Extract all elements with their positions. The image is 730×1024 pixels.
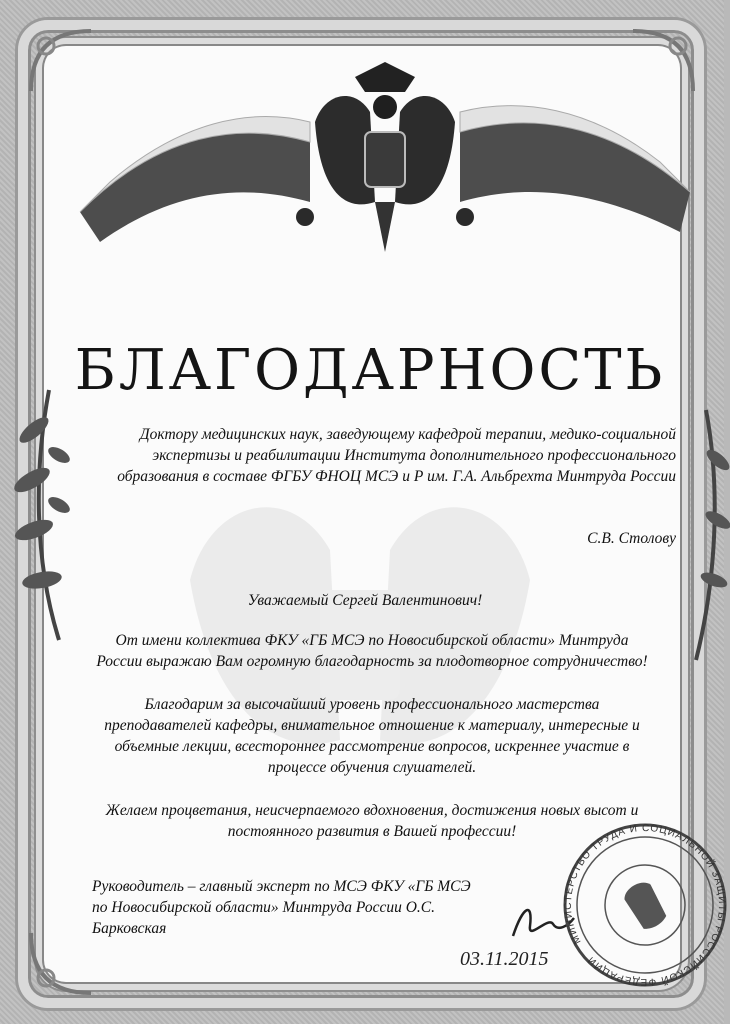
- laurel-branch-right-icon: [686, 410, 726, 660]
- corner-ornament-bottom-left: [26, 928, 96, 998]
- recipient-name: С.В. Столову: [587, 530, 676, 547]
- document-title: БЛАГОДАРНОСТЬ: [74, 338, 666, 403]
- paragraph-gratitude: От имени коллектива ФКУ «ГБ МСЭ по Новосибирской области» Минтруда России выражаю Вам огромную благодарность за плодотворное сотрудничество!: [96, 632, 648, 670]
- recipient-description: Доктору медицинских наук, заведующему кафедрой терапии, медико-социальной экспертизы и реабилитации Института дополнительного профессионального образования в составе ФГБУ ФНОЦ МСЭ и Р им. Г.А. Альбрехта Минтруда России: [117, 426, 676, 485]
- paragraph-wishes: Желаем процветания, неисчерпаемого вдохновения, достижения новых высот и постоянного развития в Вашей профессии!: [105, 802, 639, 840]
- paragraph-thanks: Благодарим за высочайший уровень профессионального мастерства преподавателей кафедры, внимательное отношение к материалу, интересные и объемные лекции, всестороннее рассмотрение вопросов, искреннее участие в процессе обучения слушателей.: [104, 696, 640, 776]
- seal-text: МИНИСТЕРСТВО ТРУДА И СОЦИАЛЬНОЙ ЗАЩИТЫ РОССИЙСКОЙ ФЕДЕРАЦИИ: [562, 822, 728, 988]
- laurel-branch-left-icon: [4, 390, 74, 640]
- signer-block: Руководитель – главный эксперт по МСЭ ФКУ «ГБ МСЭ по Новосибирской области» Минтруда России О.С. Барковская: [92, 878, 471, 937]
- double-headed-eagle-emblem-icon: [80, 62, 690, 262]
- salutation: Уважаемый Сергей Валентинович!: [247, 592, 483, 609]
- signature-date: 03.11.2015: [460, 948, 549, 970]
- round-stamp-icon: [560, 820, 730, 990]
